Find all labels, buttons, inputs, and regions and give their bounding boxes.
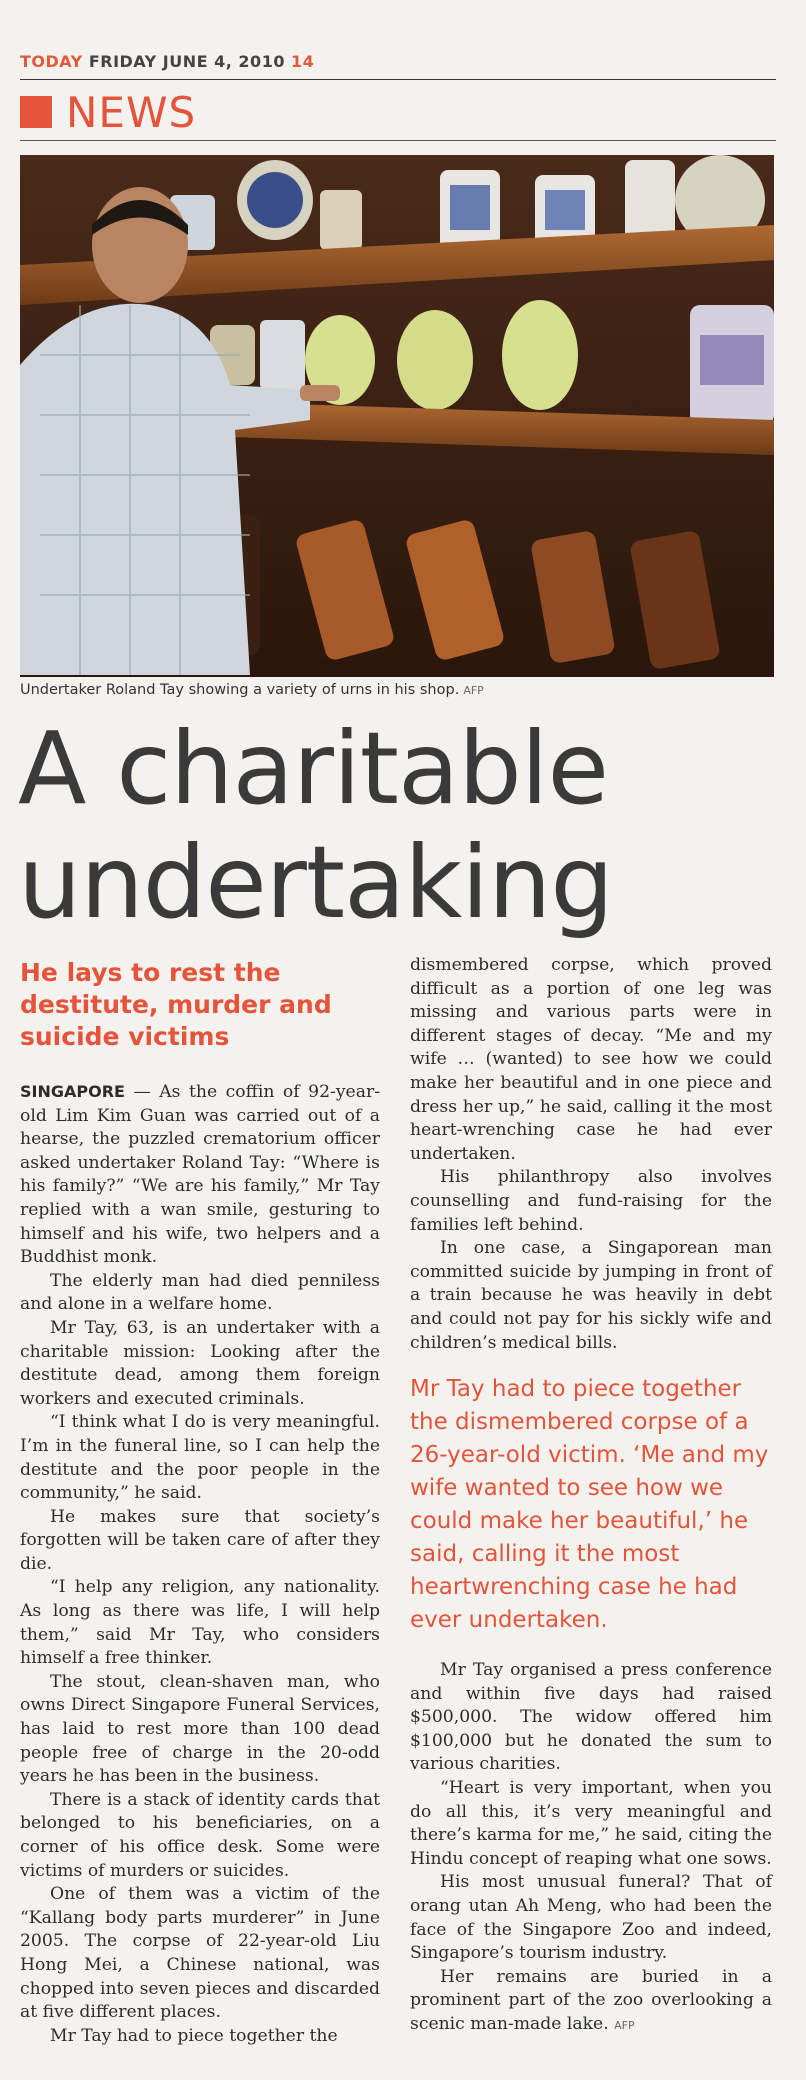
- issue-date: FRIDAY JUNE 4, 2010: [88, 52, 285, 71]
- photo-caption: [20, 682, 776, 698]
- article-column-2: [410, 954, 772, 2038]
- paragraph: “I help any religion, any nationality. As long as there was life, I will help them,” said Mr Tay, who considers himself a free thinker.: [20, 1577, 380, 1669]
- top-rule: [20, 79, 776, 80]
- paragraph: [410, 1966, 772, 2038]
- photo-credit: AFP: [463, 684, 484, 697]
- section-header: [20, 88, 196, 136]
- headline-line-1: A charitable: [18, 710, 609, 827]
- end-credit: AFP: [614, 2019, 635, 2032]
- headline-line-2: undertaking: [18, 824, 613, 941]
- section-rule: [20, 140, 776, 141]
- paragraph: His most unusual funeral? That of orang utan Ah Meng, who had been the face of the Singapore Zoo and indeed, Singapore’s tourism industry.: [410, 1872, 772, 1964]
- paragraph: There is a stack of identity cards that belonged to his beneficiaries, on a corner of his office desk. Some were victims of murders or suicides.: [20, 1789, 380, 1881]
- article-column-1: [20, 1080, 380, 2048]
- section-square-icon: [20, 96, 52, 128]
- paragraph: The stout, clean-shaven man, who owns Direct Singapore Funeral Services, has laid to rest more than 100 dead people free of charge in the 20-odd years he has been in the business.: [20, 1671, 380, 1787]
- headline: [18, 712, 788, 940]
- paragraph: “Heart is very important, when you do all this, it’s very meaningful and there’s karma for me,” he said, citing the Hindu concept of reaping what one sows.: [410, 1778, 772, 1869]
- caption-text: Undertaker Roland Tay showing a variety of urns in his shop.: [20, 682, 460, 698]
- paragraph: [20, 1080, 380, 1270]
- paragraph: The elderly man had died penniless and alone in a welfare home.: [20, 1270, 380, 1315]
- pull-quote: Mr Tay had to piece together the dismembered corpse of a 26-year-old victim. ‘Me and my wife wanted to see how we could make her beautiful,’ he said, calling it the most heartwrenching case he had ever undertaken.: [410, 1376, 769, 1634]
- paragraph: His philanthropy also involves counselling and fund-raising for the families left behind.: [410, 1167, 772, 1235]
- paragraph: One of them was a victim of the “Kallang body parts murderer” in June 2005. The corpse of 22-year-old Liu Hong Mei, a Chinese national, was chopped into seven pieces and discarded at five different places.: [20, 1884, 380, 2023]
- paragraph-text: Her remains are buried in a prominent part of the zoo overlooking a scenic man-made lake.: [410, 1966, 772, 2034]
- article-photo: [20, 155, 774, 677]
- paragraph: “I think what I do is very meaningful. I’m in the funeral line, so I can help the destitute and the poor people in the community,” he said.: [20, 1412, 380, 1504]
- masthead: [20, 52, 776, 71]
- paragraph: He makes sure that society’s forgotten will be taken care of after they die.: [20, 1506, 380, 1574]
- subheadline: He lays to rest the destitute, murder and suicide victims: [20, 958, 332, 1051]
- section-label: NEWS: [66, 87, 197, 137]
- paragraph: Mr Tay had to piece together the: [50, 2025, 338, 2046]
- paragraph: Mr Tay organised a press conference and within five days had raised $500,000. The widow offered him $100,000 but he donated the sum to various charities.: [410, 1660, 772, 1775]
- paragraph: Mr Tay, 63, is an undertaker with a charitable mission: Looking after the destitute dead, among them foreign workers and executed criminals.: [20, 1317, 380, 1409]
- paragraph: dismembered corpse, which proved difficult as a portion of one leg was missing and various parts were in different stages of decay. “Me and my wife … (wanted) to see how we could make her beautiful and in one piece and dress her up,” he said, calling it the most heart-wrenching case he had ever undertaken.: [410, 955, 772, 1164]
- paper-name: TODAY: [20, 52, 83, 71]
- page-number: 14: [291, 52, 315, 71]
- paragraph-text: — As the coffin of 92-year-old Lim Kim Guan was carried out of a hearse, the puzzled crematorium officer asked undertaker Roland Tay: “Where is his family?” “We are his family,” Mr Tay replied with a wan smile, gesturing to himself and his wife, two helpers and a Buddhist monk.: [20, 1082, 380, 1268]
- paragraph: In one case, a Singaporean man committed suicide by jumping in front of a train because he was heavily in debt and could not pay for his sickly wife and children’s medical bills.: [410, 1238, 772, 1353]
- dateline: SINGAPORE: [20, 1082, 125, 1101]
